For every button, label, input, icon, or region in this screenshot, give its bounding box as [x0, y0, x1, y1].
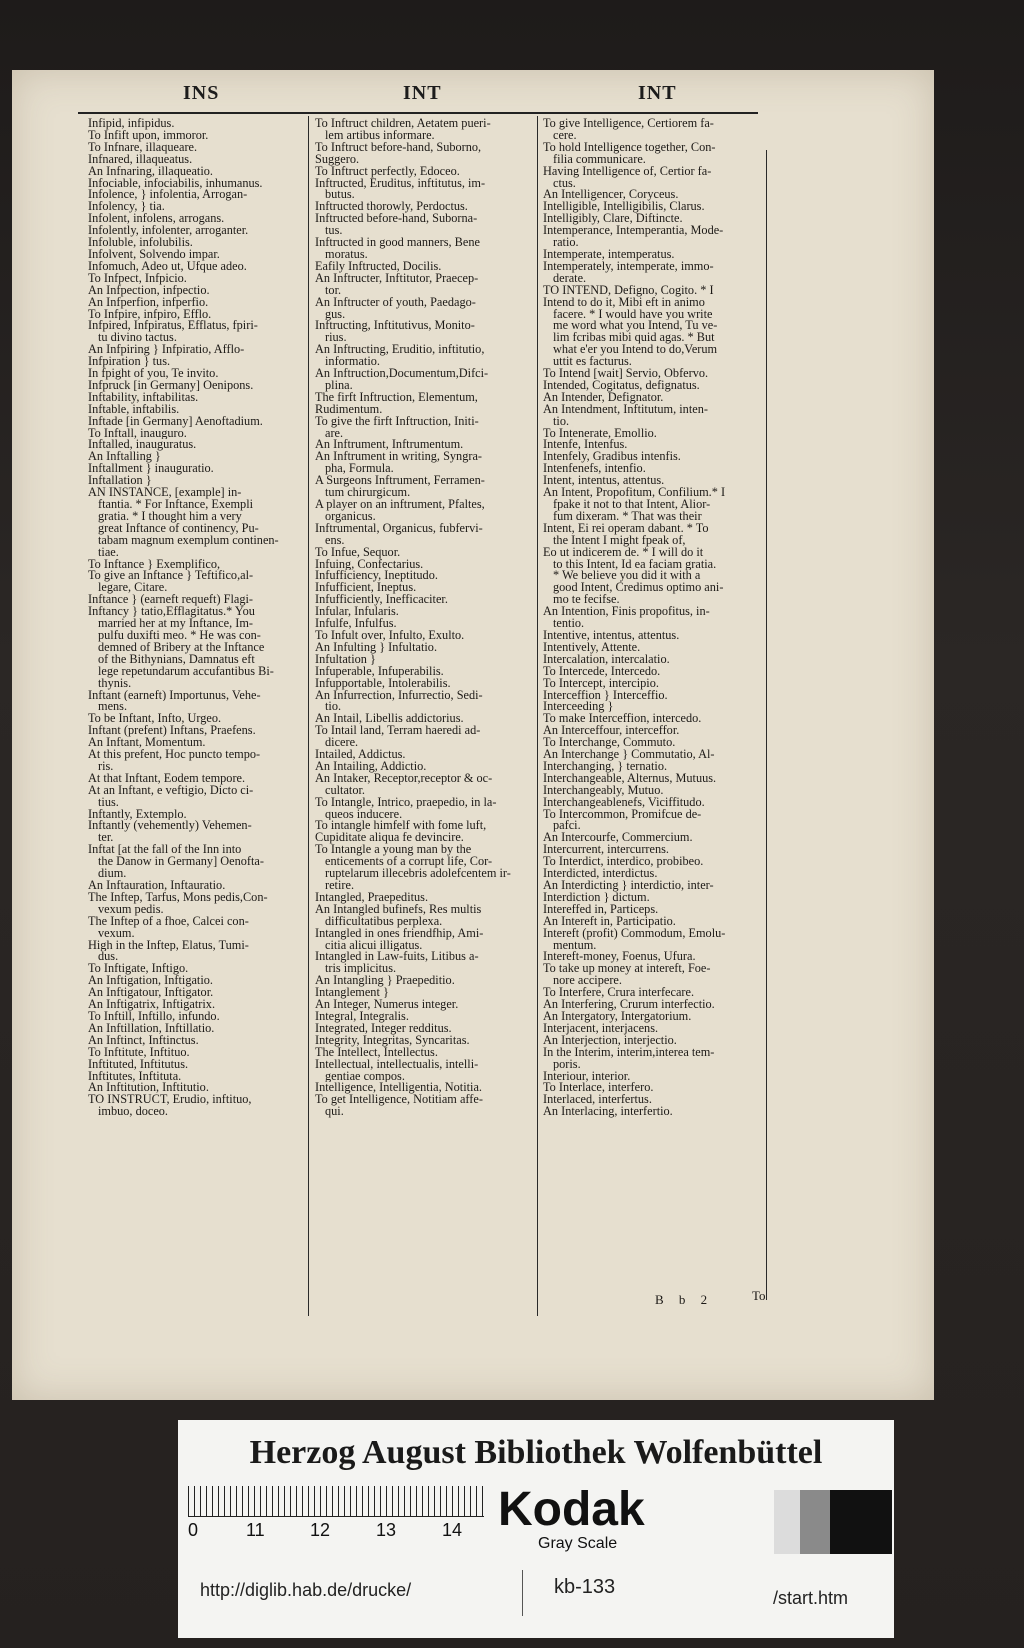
entry-line: ris.	[98, 760, 114, 773]
entry-line: The firft Inftruction, Elementum,	[315, 391, 478, 404]
entry-line: Inftallation }	[88, 475, 152, 488]
entry-line: pha, Formula.	[325, 463, 394, 476]
entry-line: Intangled, Praepeditus.	[315, 891, 429, 904]
entry-line: good Intent, Credimus optimo ani-	[553, 582, 724, 595]
entry-line: To Infnare, illaqueare.	[88, 141, 198, 154]
entry-line: To Infult over, Infulto, Exulto.	[315, 629, 465, 642]
entry-line: gentiae compos.	[325, 1070, 405, 1083]
gray-patch-dark	[830, 1490, 892, 1554]
entry-line: An Interjection, interjectio.	[543, 1034, 677, 1047]
entry-line: Infipid, infipidus.	[88, 118, 175, 130]
entry-line: Inftance } (earneft requeft) Flagi-	[88, 594, 253, 607]
entry-line: An Inftruction,Documentum,Difci-	[315, 368, 489, 380]
entry-line: mentum.	[553, 939, 597, 952]
header-right: INT	[638, 82, 677, 104]
gray-scale-label: Gray Scale	[538, 1535, 618, 1552]
entry-line: Infociable, infociabilis, inhumanus.	[88, 177, 263, 190]
entry-line: Eo ut indicerem de. * I will do it	[543, 546, 704, 559]
entry-line: To Interlace, interfero.	[543, 1082, 654, 1095]
entry-line: Intenfenefs, intenfio.	[543, 463, 646, 476]
entry-line: Inftade [in Germany] Aenoftadium.	[88, 415, 263, 428]
entry-line: An Inftalling }	[88, 451, 161, 464]
entry-line: Cupiditate aliqua fe devincire.	[315, 832, 464, 845]
entry-line: queos inducere.	[325, 808, 403, 821]
entry-line: Infuing, Confectarius.	[315, 558, 424, 571]
entry-line: To give the firft Inftruction, Initi-	[315, 415, 479, 428]
entry-line: Intangled in ones friendfhip, Ami-	[315, 927, 484, 940]
column-rule-1	[308, 116, 309, 1316]
entry-line: To Inftall, inauguro.	[88, 427, 187, 440]
entry-line: derate.	[553, 272, 587, 285]
entry-line: tabam magnum exemplum continen-	[98, 534, 279, 547]
entry-line: Inftitutes, Inftituta.	[88, 1070, 182, 1083]
entry-line: TO INSTRUCT, Erudio, inftituo,	[88, 1094, 252, 1107]
entry-line: Intangled in Law-fuits, Litibus a-	[315, 951, 479, 964]
entry-line: Infultation }	[315, 653, 376, 666]
entry-line: An Inftitution, Inftitutio.	[88, 1082, 209, 1095]
entry-line: Infupportable, Intolerabilis.	[315, 677, 451, 690]
entry-line: To Intangle, Intrico, praepedio, in la-	[315, 796, 497, 809]
entry-line: To Inftruct children, Aetatem pueri-	[315, 118, 491, 130]
entry-line: Inftat [at the fall of the Inn into	[88, 844, 242, 857]
entry-line: citia alicui illigatus.	[325, 939, 423, 952]
gray-patch-light	[774, 1490, 800, 1554]
entry-line: Intent, intentus, attentus.	[543, 475, 665, 488]
entry-line: An Intereft in, Participatio.	[543, 915, 676, 928]
entry-line: An Intelligencer, Coryceus.	[543, 189, 679, 202]
entry-line: Intentive, intentus, attentus.	[543, 629, 680, 642]
entry-line: Infomuch, Adeo ut, Ufque adeo.	[88, 260, 247, 273]
entry-line: An Infnaring, illaqueatio.	[88, 165, 213, 178]
entry-line: An Inftructing, Eruditio, inftitutio,	[315, 344, 485, 357]
entry-line: An Infperfion, infperfio.	[88, 296, 209, 309]
entry-line: To Infue, Sequor.	[315, 546, 401, 559]
entry-line: Inftructing, Inftitutivus, Monito-	[315, 320, 475, 333]
entry-line: legare, Citare.	[98, 582, 168, 595]
entry-line: the Danow in Germany] Oenofta-	[98, 856, 264, 869]
entry-line: Infuperable, Infuperabilis.	[315, 665, 444, 678]
header-left: INS	[183, 82, 220, 104]
entry-line: the Intent I might fpeak of,	[553, 534, 686, 547]
entry-line: An Intangled bufinefs, Res multis	[315, 903, 482, 916]
entry-line: Intended, Cogitatus, defignatus.	[543, 379, 700, 392]
entry-line: nore accipere.	[553, 975, 622, 988]
entry-line: ratio.	[553, 237, 579, 249]
entry-line: uttit es facturus.	[553, 356, 632, 369]
entry-line: The Inftep of a fhoe, Calcei con-	[88, 915, 249, 928]
entry-line: Infolency, } tia.	[88, 201, 165, 214]
entry-line: retire.	[325, 880, 355, 892]
entry-line: A Surgeons Inftrument, Ferramen-	[315, 475, 485, 488]
entry-line: thynis.	[98, 677, 132, 690]
entry-line: An Inftigation, Inftigatio.	[88, 975, 213, 988]
entry-line: At an Inftant, e veftigio, Dicto ci-	[88, 784, 254, 797]
entry-line: Inftant (earneft) Importunus, Vehe-	[88, 689, 261, 702]
entry-line: To Interchange, Commuto.	[543, 737, 676, 750]
entry-line: TO INTEND, Defigno, Cogito. * I	[543, 284, 714, 297]
entry-line: tius.	[98, 796, 119, 809]
entry-line: * We believe you did it with a	[553, 570, 701, 583]
entry-line: Interlaced, interfertus.	[543, 1094, 652, 1107]
entry-line: To Inftitute, Inftituo.	[88, 1046, 190, 1059]
entry-line: mo te fecifse.	[553, 594, 620, 607]
entry-line: Infufficiently, Inefficaciter.	[315, 594, 448, 607]
entry-line: lim fcribas mibi quid agas. * But	[553, 332, 715, 345]
entry-line: cere.	[553, 129, 577, 142]
running-header	[78, 82, 758, 114]
entry-line: difficultatibus perplexa.	[325, 915, 443, 928]
entry-line: Intelligibly, Clare, Diftincte.	[543, 213, 683, 226]
entry-line: An Infurrection, Infurrectio, Sedi-	[315, 689, 483, 702]
entry-line: to this Intent, Id ea faciam gratia.	[553, 558, 717, 571]
entry-line: Suggero.	[315, 153, 360, 166]
entry-line: To Intangle a young man by the	[315, 844, 472, 857]
entry-line: An Interdicting } interdictio, inter-	[543, 880, 714, 892]
header-middle: INT	[403, 82, 442, 104]
entry-line: enticements of a corrupt life, Cor-	[325, 856, 493, 869]
entry-line: qui.	[325, 1106, 344, 1119]
entry-line: Infpired, Infpiratus, Efflatus, fpiri-	[88, 320, 258, 333]
entry-line: are.	[325, 427, 344, 440]
entry-line: A player on an inftrument, Pfaltes,	[315, 499, 485, 511]
entry-line: gratia. * I thought him a very	[98, 510, 242, 523]
entry-line: Interceffion } Interceffio.	[543, 689, 668, 702]
entry-line: Having Intelligence of, Certior fa-	[543, 165, 712, 178]
ruler-number: 0	[188, 1520, 199, 1540]
entry-line: At this prefent, Hoc puncto tempo-	[88, 749, 261, 761]
entry-line: Eafily Inftructed, Docilis.	[315, 260, 442, 273]
entry-line: In fpight of you, Te invito.	[88, 368, 219, 380]
entry-line: dium.	[98, 868, 127, 880]
entry-line: Infnared, illaqueatus.	[88, 153, 193, 166]
entry-line: Intellectual, intellectualis, intelli-	[315, 1058, 479, 1071]
entry-line: Intelligible, Intelligibilis, Clarus.	[543, 201, 705, 214]
entry-line: ens.	[325, 534, 345, 547]
entry-line: ter.	[98, 832, 114, 845]
entry-line: dus.	[98, 951, 119, 964]
entry-line: Interchangeably, Mutuo.	[543, 784, 664, 797]
entry-line: Integrity, Integritas, Syncaritas.	[315, 1034, 470, 1047]
entry-line: The Inftep, Tarfus, Mons pedis,Con-	[88, 891, 268, 904]
entry-line: lege repetundarum accufantibus Bi-	[98, 665, 274, 678]
entry-line: Infolent, infolens, arrogans.	[88, 213, 225, 226]
entry-line: Intent, Ei rei operam dabant. * To	[543, 522, 709, 535]
entry-line: facere. * I would have you write	[553, 308, 713, 321]
entry-line: At that Inftant, Eodem tempore.	[88, 772, 246, 785]
entry-line: Infulfe, Infulfus.	[315, 618, 397, 630]
entry-line: To Inftigate, Inftigo.	[88, 963, 189, 976]
entry-line: dicere.	[325, 737, 359, 750]
library-name: Herzog August Bibliothek Wolfenbüttel	[249, 1434, 823, 1471]
entry-line: An Infulting } Infultatio.	[315, 641, 438, 654]
entry-line: An Inftinct, Inftinctus.	[88, 1034, 199, 1047]
entry-line: mens.	[98, 701, 128, 714]
entry-line: Infufficiency, Ineptitudo.	[315, 570, 438, 583]
entry-line: An Integer, Numerus integer.	[315, 999, 459, 1011]
entry-line: Inftant (prefent) Inftans, Praefens.	[88, 725, 256, 738]
entry-line: An Intention, Finis propofitus, in-	[543, 606, 710, 619]
entry-line: what e'er you Intend to do,Verum	[553, 344, 718, 357]
entry-line: Infular, Infularis.	[315, 606, 399, 619]
entry-line: An Inftillation, Inftillatio.	[88, 1022, 215, 1035]
dictionary-column-1	[88, 118, 308, 1318]
entry-line: Infoluble, infolubilis.	[88, 237, 193, 249]
entry-line: tu divino tactus.	[98, 332, 177, 345]
entry-line: Inftituted, Inftitutus.	[88, 1058, 189, 1071]
entry-line: Infolvent, Solvendo impar.	[88, 248, 220, 261]
column-rule-3	[766, 150, 767, 1300]
entry-line: Integral, Integralis.	[315, 1010, 409, 1023]
entry-line: Infolence, } infolentia, Arrogan-	[88, 189, 248, 202]
entry-line: tio.	[325, 701, 342, 714]
entry-line: me word what you Intend, Tu ve-	[553, 320, 718, 333]
entry-line: In the Interim, interim,interea tem-	[543, 1046, 715, 1059]
entry-line: To Inftruct before-hand, Suborno,	[315, 141, 482, 154]
entry-line: tus.	[325, 225, 343, 238]
entry-line: An Intender, Defignator.	[543, 391, 664, 404]
entry-line: Infpruck [in Germany] Oenipons.	[88, 379, 254, 392]
entry-line: Intemperately, intemperate, immo-	[543, 260, 714, 273]
entry-line: An Infpiring } Infpiratio, Afflo-	[88, 344, 245, 357]
entry-line: ctus.	[553, 177, 576, 190]
entry-line: To Intail land, Terram haeredi ad-	[315, 725, 481, 738]
entry-line: Intanglement }	[315, 987, 389, 1000]
entry-line: To Intend [wait] Servio, Obfervo.	[543, 368, 709, 380]
entry-line: Interchangeable, Alternus, Mutuus.	[543, 772, 717, 785]
entry-line: tentio.	[553, 618, 585, 630]
entry-line: imbuo, doceo.	[98, 1106, 169, 1119]
entry-line: Inftability, inftabilitas.	[88, 391, 199, 404]
entry-line: An Inftructer of youth, Paedago-	[315, 296, 476, 309]
entry-line: An Inftrument in writing, Syngra-	[315, 451, 483, 464]
entry-line: Intenfe, Intenfus.	[543, 439, 628, 452]
entry-line: An Intergatory, Intergatorium.	[543, 1010, 692, 1023]
entry-line: To Inftruct perfectly, Edoceo.	[315, 165, 460, 178]
entry-line: An Inftrument, Inftrumentum.	[315, 439, 464, 452]
entry-line: High in the Inftep, Elatus, Tumi-	[88, 939, 249, 952]
entry-line: An Intaker, Receptor,receptor & oc-	[315, 772, 493, 785]
entry-line: tiae.	[98, 546, 119, 559]
start-path: /start.htm	[773, 1588, 849, 1608]
entry-line: An Inftant, Momentum.	[88, 737, 206, 750]
entry-line: Intercurrent, intercurrens.	[543, 844, 669, 857]
entry-line: To Infpect, Infpicio.	[88, 272, 187, 285]
entry-line: To Intenerate, Emollio.	[543, 427, 657, 440]
entry-line: married her at my Inftance, Im-	[98, 618, 254, 630]
entry-line: To make Interceffion, intercedo.	[543, 713, 702, 726]
entry-line: lem artibus informare.	[325, 129, 435, 142]
entry-line: Integrated, Integer redditus.	[315, 1022, 452, 1035]
entry-line: An Interchange } Commutatio, Al-	[543, 749, 715, 761]
entry-line: Interceeding }	[543, 701, 614, 714]
entry-line: demned of Bribery at the Inftance	[98, 641, 265, 654]
entry-line: informatio.	[325, 356, 380, 369]
entry-line: Intailed, Addictus.	[315, 749, 406, 761]
entry-line: Intemperance, Intemperantia, Mode-	[543, 225, 724, 238]
scale-ruler	[188, 1486, 484, 1517]
column-rule-2	[537, 116, 538, 1316]
source-url: http://diglib.hab.de/drucke/	[200, 1580, 412, 1600]
entry-line: An Intent, Propofitum, Confilium.* I	[543, 487, 726, 499]
entry-line: An Intailing, Addictio.	[315, 760, 427, 773]
entry-line: moratus.	[325, 248, 368, 261]
entry-line: An Intercourfe, Commercium.	[543, 832, 693, 845]
entry-line: cultator.	[325, 784, 365, 797]
entry-line: Inftallment } inauguratio.	[88, 463, 214, 476]
entry-line: To Interdict, interdico, probibeo.	[543, 856, 704, 869]
entry-line: An Infpection, infpectio.	[88, 284, 210, 297]
entry-line: gus.	[325, 308, 346, 321]
entry-line: Interchanging, } ternatio.	[543, 760, 668, 773]
dictionary-column-3	[543, 118, 765, 1318]
entry-line: To give Intelligence, Certiorem fa-	[543, 118, 714, 130]
entry-line: Intelligence, Intelligentia, Notitia.	[315, 1082, 482, 1095]
entry-line: Interdicted, interdictus.	[543, 868, 658, 880]
entry-line: An Inftructer, Inftitutor, Praecep-	[315, 272, 479, 285]
entry-line: To Inftill, Inftillo, infundo.	[88, 1010, 220, 1023]
entry-line: ruptelarum illecebris adolefcentem ir-	[325, 868, 511, 880]
ruler-number: 13	[376, 1520, 397, 1540]
entry-line: Inftructed thorowly, Perdoctus.	[315, 201, 468, 214]
entry-line: To Inftance } Exemplifico,	[88, 558, 221, 571]
entry-line: of the Bithynians, Damnatus eft	[98, 653, 255, 666]
entry-line: To give an Inftance } Teftifico,al-	[88, 570, 254, 583]
entry-line: Infufficient, Ineptus.	[315, 582, 417, 595]
entry-line: To be Inftant, Infto, Urgeo.	[88, 713, 222, 726]
kodak-logo: Kodak	[498, 1483, 645, 1536]
color-target-card	[178, 1420, 894, 1638]
entry-line: fpake it not to that Intent, Alior-	[553, 499, 711, 511]
entry-line: tum chirurgicum.	[325, 487, 411, 499]
entry-line: Inftrumental, Organicus, fubfervi-	[315, 522, 483, 535]
entry-line: ftantia. * For Inftance, Exempli	[98, 499, 254, 511]
entry-line: Inftable, inftabilis.	[88, 403, 180, 416]
entry-line: organicus.	[325, 510, 376, 523]
entry-line: filia communicare.	[553, 153, 646, 166]
entry-line: An Inftigatour, Inftigator.	[88, 987, 214, 1000]
entry-line: Infolently, infolenter, arroganter.	[88, 225, 249, 238]
card-divider	[522, 1570, 523, 1616]
catchword: To	[752, 1288, 766, 1303]
entry-line: plina.	[325, 379, 353, 392]
entry-line: Inftructed before-hand, Subornа-	[315, 213, 478, 226]
entry-line: Inftantly (vehemently) Vehemen-	[88, 820, 252, 833]
entry-line: Interchangeablenefs, Viciffitudo.	[543, 796, 705, 809]
entry-line: fum dixeram. * That was their	[553, 510, 702, 523]
ruler-number: 11	[246, 1520, 265, 1540]
entry-line: To take up money at intereft, Foe-	[543, 963, 711, 976]
entry-line: Inftructed, Eruditus, inftitutus, im-	[315, 177, 486, 190]
signature-mark: B b 2	[655, 1292, 714, 1307]
entry-line: To Infift upon, immoror.	[88, 129, 209, 142]
entry-line: To hold Intelligence together, Con-	[543, 141, 716, 154]
entry-line: rius.	[325, 332, 347, 345]
entry-line: To Intercept, intercipio.	[543, 677, 659, 690]
entry-line: Intercalation, intercalatio.	[543, 653, 670, 666]
entry-line: Inftantly, Extemplo.	[88, 808, 187, 821]
entry-line: An Intail, Libellis addictorius.	[315, 713, 464, 726]
entry-line: Interjacent, interjacens.	[543, 1022, 659, 1035]
entry-line: Intereft-money, Foenus, Ufura.	[543, 951, 696, 964]
entry-line: An Interceffour, interceffor.	[543, 725, 680, 738]
entry-line: Interdiction } dictum.	[543, 891, 650, 904]
ruler-number: 14	[442, 1520, 463, 1540]
entry-line: To Interfere, Crura interfecare.	[543, 987, 695, 1000]
entry-line: Rudimentum.	[315, 403, 383, 416]
entry-line: Infpiration } tus.	[88, 356, 171, 369]
shelfmark: kb-133	[554, 1576, 616, 1598]
entry-line: Intemperate, intemperatus.	[543, 248, 675, 261]
entry-line: To Intercommon, Promifcue de-	[543, 808, 702, 821]
entry-line: An Intangling } Praepeditio.	[315, 975, 455, 988]
gray-patch-mid	[800, 1490, 830, 1554]
entry-line: Intenfely, Gradibus intenfis.	[543, 451, 681, 464]
entry-line: Intend to do it, Mibi eft in animo	[543, 296, 705, 309]
entry-line: Inftalled, inauguratus.	[88, 439, 197, 452]
entry-line: Intereft (profit) Commodum, Emolu-	[543, 927, 726, 940]
entry-line: Inftancy } tatio,Efflagitatus.* You	[88, 606, 255, 619]
ruler-numbers	[188, 1520, 484, 1540]
entry-line: To Intercede, Intercedo.	[543, 665, 661, 678]
entry-line: tris implicitus.	[325, 963, 397, 976]
entry-line: An Interfering, Crurum interfectio.	[543, 999, 715, 1011]
entry-line: tor.	[325, 284, 342, 297]
entry-line: To intangle himfelf with fome luft,	[315, 820, 487, 833]
entry-line: The Intellect, Intellectus.	[315, 1046, 438, 1059]
entry-line: Intentively, Attente.	[543, 641, 641, 654]
entry-line: An Inftauration, Inftauratio.	[88, 880, 226, 892]
entry-line: To get Intelligence, Notitiam affe-	[315, 1094, 483, 1107]
entry-line: An Inftigatrix, Inftigatrix.	[88, 999, 216, 1011]
entry-line: AN INSTANCE, [example] in-	[88, 487, 242, 499]
entry-line: poris.	[553, 1058, 581, 1071]
entry-line: vexum.	[98, 927, 135, 940]
entry-line: great Inftance of continency, Pu-	[98, 522, 259, 535]
entry-line: An Interlacing, interfertio.	[543, 1106, 673, 1119]
entry-line: vexum pedis.	[98, 903, 164, 916]
entry-line: pafci.	[553, 820, 581, 833]
entry-line: pulfu duxifti meo. * He was con-	[98, 629, 261, 642]
entry-line: tio.	[553, 415, 570, 428]
entry-line: Inftructed in good manners, Bene	[315, 237, 480, 249]
entry-line: Intereffed in, Particeps.	[543, 903, 659, 916]
dictionary-column-2	[315, 118, 535, 1318]
entry-line: An Intendment, Inftitutum, inten-	[543, 403, 708, 416]
entry-line: butus.	[325, 189, 355, 202]
ruler-number: 12	[310, 1520, 331, 1540]
entry-line: Interiour, interior.	[543, 1070, 631, 1083]
entry-line: To Infpire, infpiro, Efflo.	[88, 308, 212, 321]
